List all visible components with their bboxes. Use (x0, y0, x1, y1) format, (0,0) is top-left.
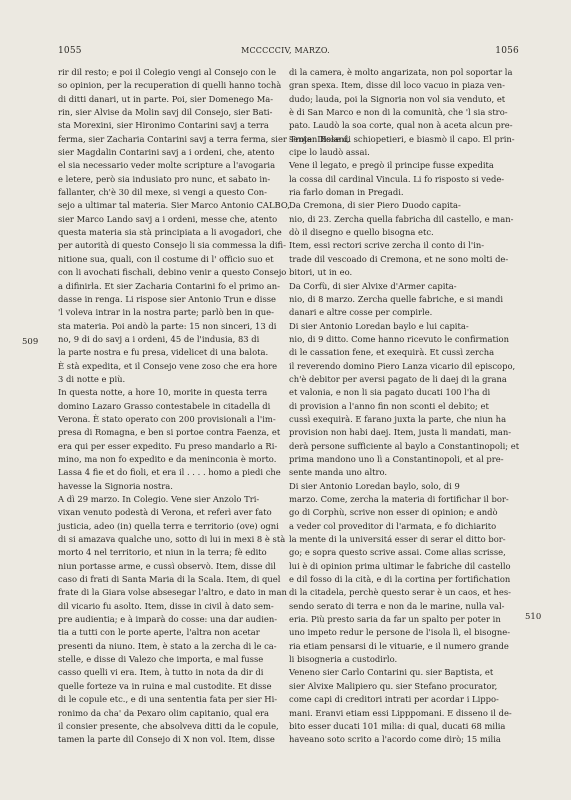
text-line: con li avochati fischali, debino venir a questo Consejo (58, 267, 287, 278)
text-line: et valonia, e non li sia pagato ducati 100 l'ha di (289, 387, 491, 398)
text-line: presa di Romagna, e ben si portoe contra Faenza, et (58, 427, 281, 438)
text-line: era qui per esser expedito. Fu preso mandarlo a Ri- (58, 440, 278, 451)
text-line: caso di frati di Santa Maria di la Scala. Item, di quel (58, 574, 281, 585)
text-line: il reverendo domino Piero Lanza vicario dil episcopo, (289, 360, 516, 371)
text-line: el sia necessario veder molte scripture a l'avogaria (58, 160, 276, 171)
page-number-right: 1056 (495, 46, 519, 56)
text-line: bitori, ut in eo. (289, 267, 353, 278)
text-line: rin, sier Alvise da Molin savj dil Consejo, sier Bati- (58, 107, 273, 118)
text-line: vixan venuto podestà di Verona, et referì aver fato (58, 507, 272, 518)
text-line: come capi di creditori intrati per acordar i Lippo- (289, 694, 499, 705)
text-line: presenti da niuno. Item, è stato a la zercha di le ca- (58, 640, 277, 651)
text-line: a difinirla. Et sier Zacharia Contarini fo el primo an- (58, 280, 280, 291)
text-line: tia a tutti con le porte aperte, l'altra non acetar (58, 627, 260, 638)
text-line: pato. Laudò la soa corte, qual non à aceta alcun pre- (289, 120, 513, 131)
text-line: sente. Disse di schiopetieri, e biasmò il capo. El prin- (289, 133, 515, 144)
text-line: di si amazava qualche uno, sotto di lui in mexi 8 è stà (58, 534, 286, 545)
text-line: eria. Più presto saria da far un spalto per poter in (289, 614, 501, 625)
text-line: e dil fosso di la cità, e di la cortina per fortifichation (289, 574, 511, 585)
text-line: di le copule etc., e di una sententia fata per sier Hi- (58, 694, 278, 705)
text-line: Di sier Antonio Loredan baylo, solo, di 9 (289, 480, 460, 491)
text-line: so opinion, per la recuperation di quelli hanno tochà (58, 80, 282, 91)
text-line: tamen la parte dil Consejo di X non vol. Item, disse (58, 734, 275, 745)
text-line: dò il disegno e quello bisogna etc. (289, 227, 434, 238)
text-line: haveano soto scrito a l'acordo come dirò; 15 milia (289, 734, 501, 745)
text-line: e letere, però sia indusiato pro nunc, et sabato in- (58, 173, 271, 184)
text-line: la parte nostra e fu presa, videlicet di una balota. (58, 347, 269, 358)
text-line: prima mandono uno lì a Constantinopoli, et al pre- (289, 453, 504, 464)
text-line: Di sier Antonio Loredan baylo e lui capita- (289, 320, 469, 331)
text-line: sente manda uno altro. (289, 467, 388, 478)
text-line: li bisogneria a custodirlo. (289, 654, 398, 665)
running-header (44, 46, 527, 62)
text-line: nio, di 8 marzo. Zercha quelle fabriche, e si mandi (289, 293, 504, 304)
text-line: marzo. Come, zercha la materia di fortifichar il bor- (289, 494, 509, 504)
text-line: Item, essi rectori scrive zercha il conto di l'in- (289, 240, 485, 251)
text-line: Lassa 4 fie et do fioli, et era il . . . . homo a piedi che (58, 467, 281, 478)
text-line: mani. Eranvi etiam essi Lipppomani. E disseno il de- (289, 707, 512, 718)
text-line: di le cassation fene, et exequirà. Et cussì zercha (289, 347, 495, 358)
text-line: cussì exequirà. E farano juxta la parte, che niun ha (289, 413, 507, 424)
text-line: È stà expedita, et il Consejo vene zoso che era hore (58, 360, 278, 371)
text-line: la mente di la universitá esser di serar el ditto bor- (289, 534, 506, 545)
text-line: sier Magdalin Contarini savj a i ordeni, che, atento (58, 147, 275, 158)
text-line: ria etiam pensarsi di le vituarie, e il numero grande (289, 640, 509, 651)
text-line: a veder col proveditor di l'armata, e fo dichiarito (289, 520, 497, 531)
text-line: niun portasse arme, e cussì observò. Item, disse dil (58, 560, 276, 571)
text-line: nio, di 23. Zercha quella fabricha dil castello, e man- (289, 213, 514, 224)
text-line: trade dil vescoado di Cremona, et ne sono molti de- (289, 253, 509, 264)
text-line: quelle forteze va in ruina e mal custodite. Et disse (58, 680, 272, 691)
text-line: rir dil resto; e poi il Colegio vengi al Consejo con le (58, 67, 277, 77)
text-line: no, 9 di do savj a i ordeni, 45 de l'indusia, 83 di (58, 333, 260, 344)
text-line: la cossa dil cardinal Vincula. Li fo risposto si vede- (289, 173, 505, 184)
text-line: pre audientia; e à imparà do cosse: una dar audien- (58, 614, 278, 625)
text-line: di la citadela, perchè questo serar è un caos, et hes- (289, 587, 511, 598)
text-line: havesse la Signoria nostra. (58, 480, 173, 491)
text-line: dasse in renga. Li rispose sier Antonio Trun e disse (58, 293, 277, 304)
right-text-column (289, 66, 520, 747)
text-line: dudo; lauda, poi la Signoria non vol sia venduto, et (289, 93, 506, 104)
page-number-left: 1055 (58, 46, 82, 56)
text-line: ria farlo doman in Pregadi. (289, 187, 404, 198)
text-line: lui è di opinion prima ultimar le fabriche dil castello (289, 560, 511, 571)
text-line: derà persone sufficiente al baylo a Constantinopoli; et (289, 440, 520, 451)
text-line: questa materia sia stà principiata a li avogadori, che (58, 227, 282, 238)
text-line: Verona. È stato operato con 200 provisionali a l'im- (58, 413, 276, 424)
text-line: Da Corfù, di sier Alvixe d'Armer capita- (289, 280, 457, 291)
text-line: dil vicario fu asolto. Item, disse in civil à dato sem- (58, 600, 274, 611)
text-line: provision non habi daej. Item, justa li mandati, man- (289, 427, 512, 438)
margin-number-left: 509 (22, 337, 39, 347)
text-line: è di San Marco e non di la comunità, che 'l sia stro- (289, 107, 508, 118)
text-line: domino Lazaro Grasso contestabele in citadella di (58, 400, 271, 411)
text-line: sier Marco Lando savj a i ordeni, messe che, atento (58, 213, 278, 224)
text-line: In questa notte, a hore 10, morite in questa terra (58, 387, 268, 398)
text-line: bito esser ducati 101 milia: di qual, ducati 68 milia (289, 720, 506, 731)
text-line: cipe lo laudò assai. (289, 147, 370, 158)
text-line: nio, di 9 ditto. Come hanno ricevuto le confirmation (289, 333, 509, 344)
text-line: sta materia. Poi andò la parte: 15 non sinceri, 13 di (58, 320, 277, 331)
text-line: ferma, sier Zacharia Contarini savj a terra ferma, sier Trojan Bolani, (58, 133, 350, 144)
text-line: stelle, e disse di Valezo che importa, e mal fusse (58, 654, 264, 665)
text-line: go; e sopra questo scrive assai. Come alias scrisse, (289, 547, 506, 558)
text-line: Veneno sier Carlo Contarini qu. sier Baptista, et (289, 667, 494, 678)
text-line: sendo serato di terra e non da le marine, nulla val- (289, 600, 505, 611)
text-line: morto 4 nel territorio, et niun in la terra; fè edito (58, 547, 267, 558)
text-line: Vene il legato, e pregò il principe fusse expedita (289, 160, 494, 171)
text-line: justicia, adeo (in) quella terra e territorio (ove) ogni (58, 520, 279, 531)
text-line: Da Cremona, di sier Piero Duodo capita- (289, 200, 461, 211)
text-line: 3 di notte e più. (58, 373, 126, 384)
text-line: sier Alvixe Malipiero qu. sier Stefano procurator, (289, 680, 498, 691)
text-line: il consier presente, che absolveva ditti da le copule, (58, 720, 279, 731)
text-line: sta Morexini, sier Hironimo Contarini savj a terra (58, 120, 269, 131)
margin-number-right: 510 (525, 612, 542, 622)
text-line: nitione sua, quali, con il costume di l' officio suo et (58, 253, 274, 264)
text-line: mino, ma non fo expedito e da meninconia è morto. (58, 453, 277, 464)
text-line: fallanter, ch'è 30 dil mexe, si vengi a questo Con- (58, 187, 268, 198)
text-line: 'l voleva intrar in la nostra parte; parlò ben in que- (58, 307, 274, 318)
text-line: ch'è debitor per aversi pagato de li daej di la grana (289, 373, 507, 384)
text-line: uno impeto redur le persone de l'isola lì, el bisogne- (289, 627, 511, 638)
text-line: casso quelli vi era. Item, à tutto in nota da dir di (58, 667, 264, 678)
text-line: sejo a ultimar tal materia. Sier Marco Antonio CALBO, (58, 200, 290, 211)
text-line: di la camera, è molto angarizata, non pol soportar la (289, 67, 513, 77)
text-line: frate di la Giara volse absesegar l'altro, e dato in man (58, 587, 287, 598)
text-line: per autorità di questo Consejo li sia commessa la difi- (58, 240, 286, 251)
text-line: go di Corphù, scrive non esser di opinion; e andò (289, 507, 498, 518)
text-line: gran spexa. Item, disse dil loco vacuo in piaza ven- (289, 80, 505, 91)
text-line: ronimo da cha' da Pexaro olim capitanio, qual era (58, 707, 270, 718)
text-line: di provision a l'anno fin non sconti el debito; et (289, 400, 489, 411)
text-line: danari e altre cosse per compirle. (289, 307, 433, 318)
text-line: di ditti danari, ut in parte. Poi, sier Domenego Ma- (58, 93, 274, 104)
running-title: MCCCCCIV, MARZO. (241, 46, 330, 55)
text-line: A dì 29 marzo. In Colegio. Vene sier Anzolo Tri- (58, 494, 260, 504)
